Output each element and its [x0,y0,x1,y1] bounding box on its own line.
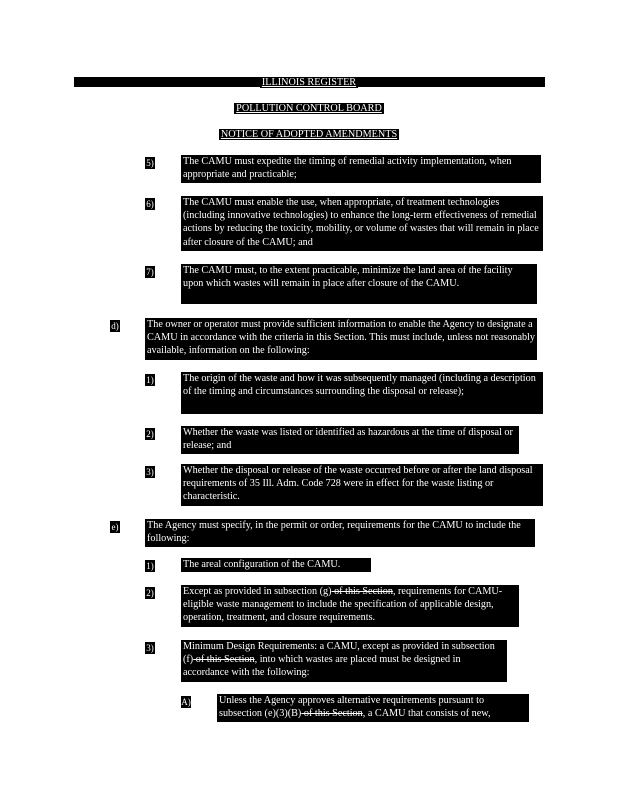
item-d2-text: Whether the waste was listed or identified as hazardous at the time of disposal or release; and [181,426,519,454]
item-6-marker: 6) [146,199,154,209]
deleted-text: of this Section [301,708,363,720]
deleted-text: of this Section [331,586,393,597]
item-eA-marker: A) [181,697,191,707]
item-d3-text: Whether the disposal or release of the waste occurred before or after the land disposal requirements of 35 Ill. Adm. Code 728 were in effect for the waste listing or characteristic. [181,464,543,506]
register-title: ILLINOIS REGISTER [261,77,357,88]
item-e3-text: Minimum Design Requirements: a CAMU, except as provided in subsection (f) of this Section, into which wastes are placed must be designed in accordance with the following: [181,640,507,682]
item-7-text: The CAMU must, to the extent practicable, minimize the land area of the facility upon which wastes will remain in place after closure of the CAMU. [181,264,537,304]
item-6-text: The CAMU must enable the use, when appropriate, of treatment technologies (including innovative technologies) to enhance the long-term effectiveness of remedial actions by reducing the toxicity, mobility, or volume of wastes that will remain in place after closure of the CAMU; and [181,196,543,251]
item-7-marker: 7) [146,267,154,277]
item-d3-marker: 3) [146,467,154,477]
item-e2-text: Except as provided in subsection (g) of this Section, requirements for CAMU-eligible waste management to include the specification of applicable design, operation, treatment, and closure requirements. [181,585,519,627]
item-5-marker: 5) [146,158,154,168]
item-e-marker: e) [111,522,119,532]
item-e1-text: The areal configuration of the CAMU. [181,558,371,572]
item-e2-marker: 2) [146,588,154,598]
notice-title: NOTICE OF ADOPTED AMENDMENTS [220,129,398,140]
item-e-text: The Agency must specify, in the permit or order, requirements for the CAMU to include the following: [145,519,535,547]
item-d2-marker: 2) [146,429,154,439]
item-e1-marker: 1) [146,561,154,571]
item-d1-text: The origin of the waste and how it was subsequently managed (including a description of the timing and circumstances surrounding the disposal or release); [181,372,543,414]
item-d-text: The owner or operator must provide sufficient information to enable the Agency to designate a CAMU in accordance with the criteria in this Section. This must include, unless not reasonably available, information on the following: [145,318,537,360]
item-e3-marker: 3) [146,643,154,653]
item-5-text: The CAMU must expedite the timing of remedial activity implementation, when appropriate and practicable; [181,155,541,183]
board-title: POLLUTION CONTROL BOARD [236,103,382,114]
item-d1-marker: 1) [146,375,154,385]
deleted-text: of this Section [193,654,255,666]
item-d-marker: d) [111,321,119,331]
item-eA-text: Unless the Agency approves alternative requirements pursuant to subsection (e)(3)(B) of this Section, a CAMU that consists of new, [217,694,529,722]
